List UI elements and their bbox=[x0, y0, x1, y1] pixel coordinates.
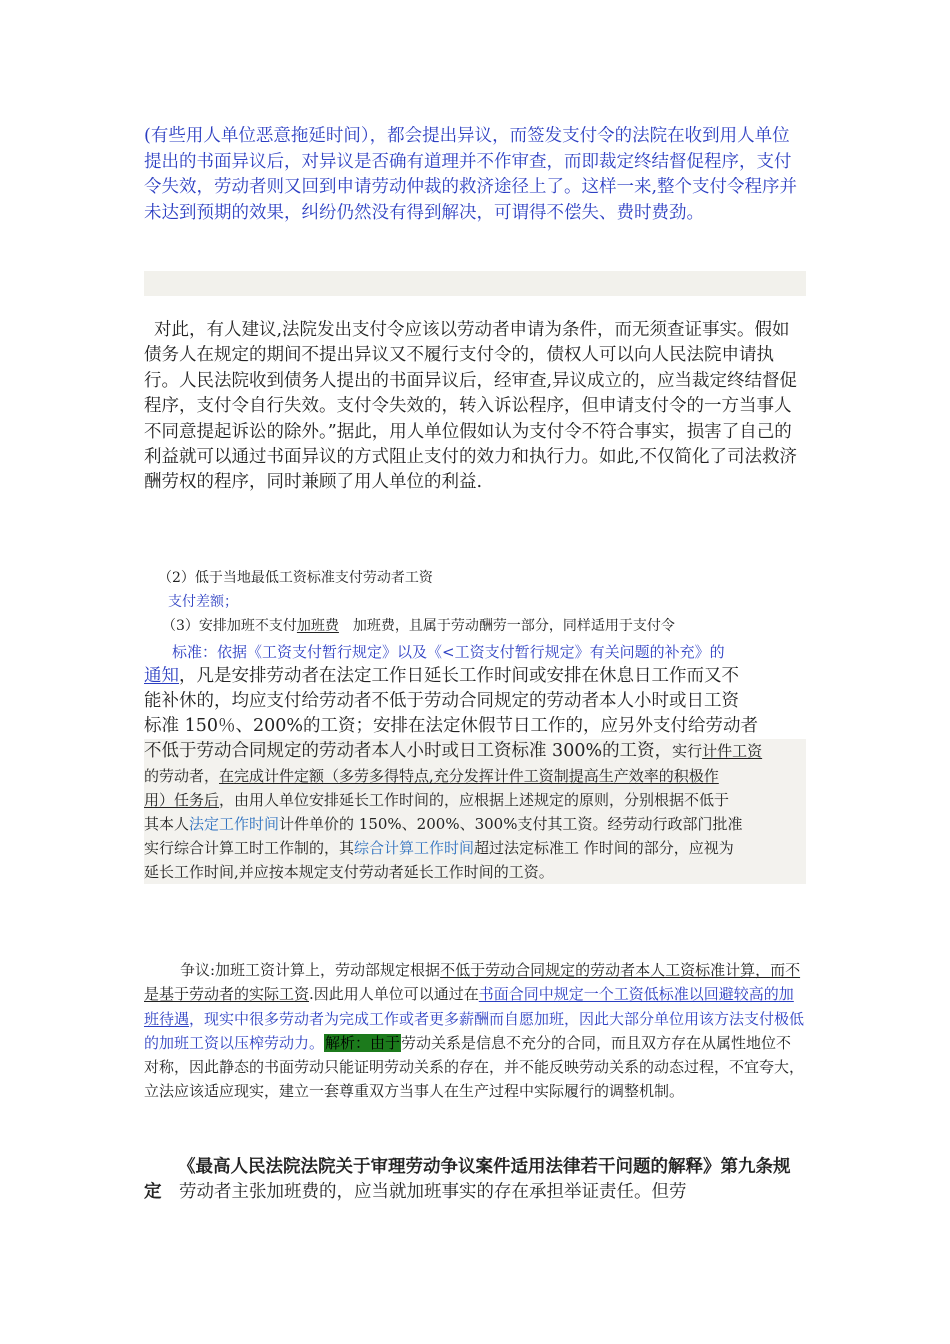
legal-working-time-link[interactable]: 法定工作时间 bbox=[189, 815, 280, 833]
standard-line-8c: 计件单价的 150%、200%、300%支付其工资。经劳动行政部门批准 bbox=[279, 815, 743, 833]
standard-line-6b: 在完成计件定额（多劳多得特点,充分发挥计件工资制提高生产效率的积极作 bbox=[219, 767, 719, 785]
dispute-underlined-1: 不低于劳动合同规定的劳动者本人工资标准计算，而不是基于劳动者的实际工资 bbox=[144, 961, 801, 1004]
paragraph-overtime-standard bbox=[144, 640, 806, 884]
standard-line-8a: 其本人 bbox=[144, 815, 190, 833]
comprehensive-working-time-link[interactable]: 综合计算工作时间 bbox=[354, 839, 475, 857]
interpretation-title: 《最高人民法院法院关于审理劳动争议案件适用法律若干问题的解释》第九条规定 bbox=[144, 1157, 791, 1202]
standard-line-9c: 超过法定标准工 作时间的部分，应视为 bbox=[474, 839, 734, 857]
analysis-text: 劳动关系是信息不充分的合同，而且双方存在从属性地位不对称，因此静态的书面劳动只能证明劳动关系的存在，并不能反映劳动关系的动态过程，不宜夸大，立法应该适应现实，建立一套尊重双方当事人在生产过程中实际履行的调整机制。 bbox=[144, 1033, 805, 1101]
standard-line-7b: ，由用人单位安排延长工作时间的，应根据上述规定的原则，分别根据不低于 bbox=[219, 791, 730, 809]
standard-line-4: 标准 150％、200%的工资；安排在法定休假节日工作的，应另外支付给劳动者 bbox=[144, 716, 758, 736]
list-item-text: 支付差额； bbox=[168, 594, 238, 610]
list-item-minimum-wage bbox=[158, 568, 798, 588]
piece-wage-link[interactable]: 计件工资 bbox=[702, 742, 763, 760]
dispute-intro: 争议:加班工资计算上，劳动部规定根据 bbox=[180, 961, 441, 979]
list-item-overtime bbox=[162, 616, 802, 636]
standard-line-9a: 实行综合计算工时工作制的，其 bbox=[144, 839, 355, 857]
dispute-underlined-2: 书面合同中规定一个工资低标准以回避较高的加班待遇 bbox=[144, 985, 794, 1028]
gray-separator-band bbox=[144, 271, 806, 296]
standard-line-2: ，凡是安排劳动者在法定工作日延长工作时间或安排在休息日工作而又不 bbox=[179, 666, 739, 686]
notice-link[interactable]: 通知 bbox=[144, 666, 179, 686]
paragraph-dispute bbox=[144, 958, 806, 1104]
list-item-text: （2）低于当地最低工资标准支付劳动者工资 bbox=[158, 570, 433, 586]
list-item-pay-difference bbox=[168, 592, 798, 612]
analysis-highlight: 解析：由于 bbox=[325, 1033, 401, 1052]
paragraph-text: 对此，有人建议,法院发出支付令应该以劳动者申请为条件，而无须查证事实。假如债务人在规定的期间不提出异议又不履行支付令的，债权人可以向人民法院申请执行。人民法院收到债务人提出的书面异议后，经审查,异议成立的，应当裁定终结督促程序，支付令自行失效。支付令失效的，转入诉讼程序，但申请支付令的一方当事人不同意提起诉讼的除外。”据此，用人单位假如认为支付令不符合事实，损害了自己的利益就可以通过书面异议的方式阻止支付的效力和执行力。如此,不仅简化了司法救济酬劳权的程序，同时兼顾了用人单位的利益. bbox=[144, 320, 798, 493]
standard-line-3: 能补休的，均应支付给劳动者不低于劳动合同规定的劳动者本人小时或日工资 bbox=[144, 691, 739, 711]
standard-line-10: 延长工作时间,并应按本规定支付劳动者延长工作时间的工资。 bbox=[144, 860, 806, 884]
paragraph-judicial-interpretation bbox=[144, 1155, 806, 1205]
dispute-text-3: ，现实中很多劳动者为完成工作或者更多薪酬而自愿加班，因此大部分单位用该方法支付极低的加班工资以压榨劳动力。 bbox=[144, 1009, 805, 1052]
standard-line-7a: 用）任务后 bbox=[144, 791, 220, 809]
list-item-prefix: （3）安排加班不支付 bbox=[162, 618, 297, 634]
dispute-text-2: .因此用人单位可以通过在 bbox=[309, 985, 479, 1004]
standard-line-6a: 的劳动者， bbox=[144, 767, 220, 785]
standard-line-5: 不低于劳动合同规定的劳动者本人小时或日工资标准 300%的工资， bbox=[144, 741, 673, 761]
overtime-pay-link[interactable]: 加班费 bbox=[296, 618, 339, 634]
standard-line-1: 标准：依据《工资支付暂行规定》以及《<工资支付暂行规定》有关问题的补充》的 bbox=[172, 643, 725, 661]
standard-line-5b: 实行 bbox=[672, 742, 703, 760]
list-item-suffix: 加班费，且属于劳动酬劳一部分，同样适用于支付令 bbox=[338, 618, 675, 634]
interpretation-text: 劳动者主张加班费的，应当就加班事实的存在承担举证责任。但劳 bbox=[161, 1182, 687, 1202]
paragraph-payment-order-objection bbox=[144, 124, 806, 226]
paragraph-text: (有些用人单位恶意拖延时间），都会提出异议，而签发支付令的法院在收到用人单位提出的书面异议后，对异议是否确有道理并不作审查，而即裁定终结督促程序，支付令失效，劳动者则又回到申请劳动仲裁的救济途径上了。这样一来,整个支付令程序并未达到预期的效果，纠纷仍然没有得到解决，可谓得不偿失、费时费劲。 bbox=[144, 126, 798, 223]
paragraph-suggestion bbox=[144, 318, 806, 496]
